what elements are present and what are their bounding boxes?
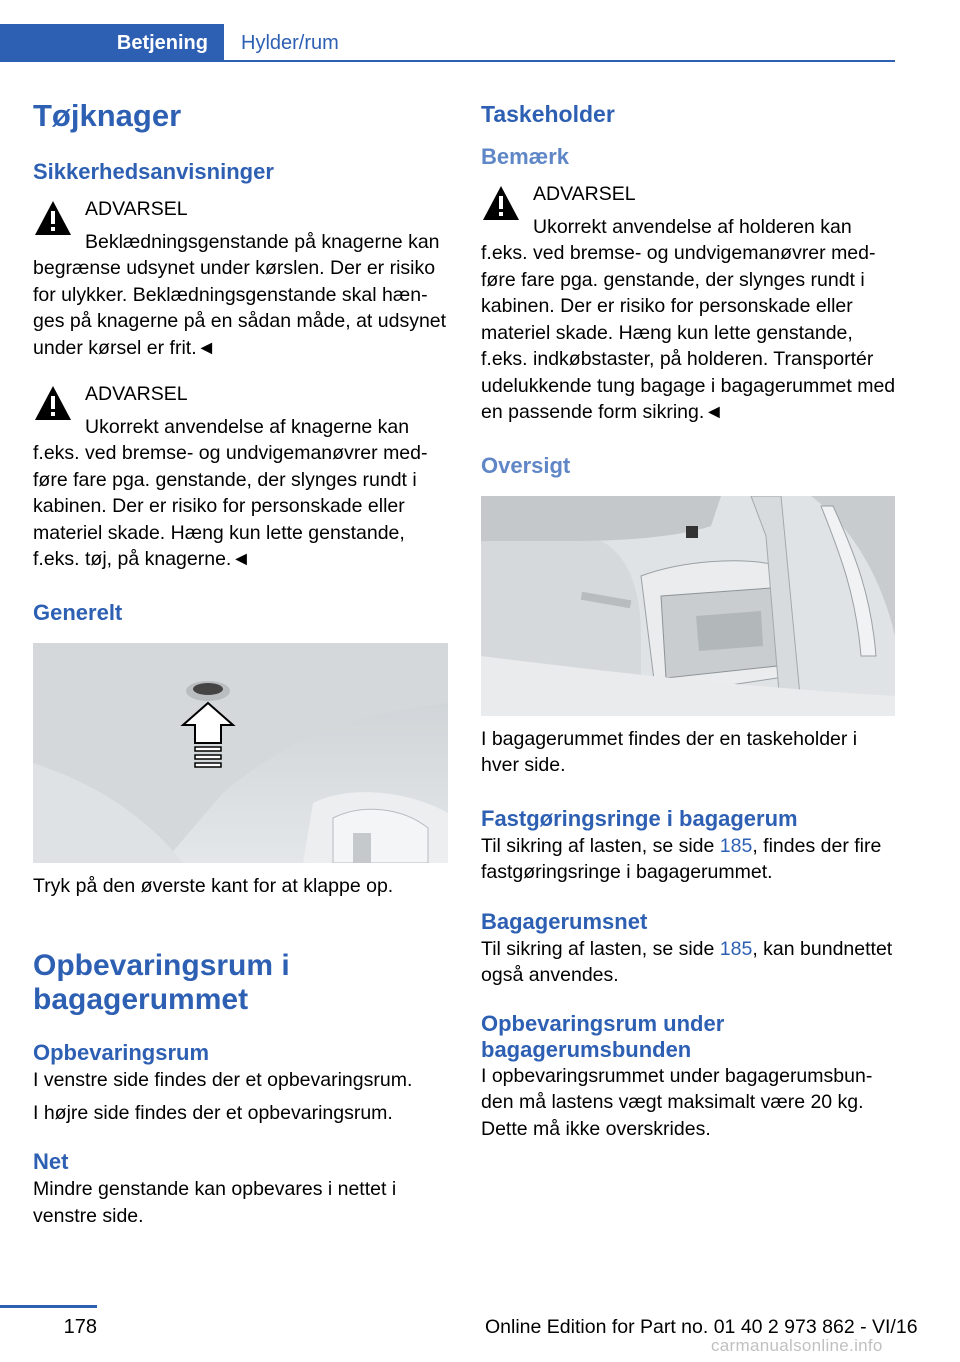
rings-text — [481, 833, 897, 886]
tab-betjening[interactable]: Betjening — [0, 24, 224, 62]
warning-triangle-icon — [33, 198, 73, 238]
net-text: Mindre genstande kan opbevares i nettet i venstre side. — [33, 1178, 397, 1227]
heading-opbevaringsrum: Opbevaringsrum — [33, 1040, 210, 1065]
heading-bemaerk: Bemærk — [481, 144, 570, 169]
warning-label: ADVARSEL — [85, 383, 188, 405]
rings-text-pre: Til sikring af lasten, se side — [481, 834, 720, 857]
warning-text-rest: f.eks. ved bremse- og undvigemanøvrer medføre fare pga. genstande, der slynges rundt i kabinen. Der er risiko for personskade eller materiel skade. Hæng kun lette genstande, f.eks. indkøbstaster, på holderen. Transportér udelukkende tung bagage i bagagerummet med en passende form sikring.◄ — [481, 242, 896, 423]
heading-taskeholder: Taskeholder — [481, 101, 615, 127]
warning-block-right — [481, 181, 897, 426]
heading-fastgoeringsringe: Fastgøringsringe i bagagerum — [481, 805, 798, 831]
page-number: 178 — [63, 1316, 97, 1338]
tab-hylder-rum[interactable]: Hylder/rum — [241, 32, 339, 54]
warning-text-first: Ukorrekt anvendelse af knagerne kan — [85, 415, 410, 438]
rings-text-post: , findes der fire fastgøringsringe i bagagerummet. — [481, 834, 882, 883]
heading-opbevaringsrum-under: Opbevaringsrum under bagagerumsbunden — [481, 1010, 725, 1062]
footer-rule — [0, 1305, 97, 1308]
overview-caption: I bagagerummet findes der en taskeholder i hver side. — [481, 727, 858, 776]
heading-net: Net — [33, 1149, 69, 1174]
coat-hook-figure — [33, 643, 448, 863]
heading-bagagerumsnet: Bagagerumsnet — [481, 908, 648, 934]
section-title-opbevaringsrum: Opbevaringsrum i bagagerummet — [33, 949, 290, 1016]
heading-oversigt: Oversigt — [481, 452, 571, 478]
generelt-caption: Tryk på den øverste kant for at klappe op. — [33, 874, 394, 897]
trunk-illustration — [481, 496, 895, 716]
coat-hook-illustration — [33, 643, 448, 863]
warning-label: ADVARSEL — [533, 183, 636, 205]
under-text: I opbevaringsrummet under bagagerumsbunden må lastens vægt maksimalt være 20 kg. Dette må ikke overskrides. — [481, 1064, 873, 1140]
page-link-185[interactable]: 185 — [719, 937, 753, 960]
watermark: carmanualsonline.info — [711, 1336, 883, 1355]
warning-text-rest: f.eks. ved bremse- og undvigemanøvrer medføre fare pga. genstande, der slynges rundt i kabinen. Der er risiko for personskade eller materiel skade. Hæng kun lette genstande, f.eks. tøj, på knagerne.◄ — [33, 442, 428, 570]
storage-line-1: I venstre side findes der et opbevaringsrum. — [33, 1069, 413, 1091]
net-text — [481, 936, 897, 989]
section-title-toejknager: Tøjknager — [33, 98, 182, 133]
warning-text-first: Ukorrekt anvendelse af holderen kan — [533, 215, 852, 238]
header-rule — [0, 60, 895, 62]
warning-block-1 — [33, 196, 449, 361]
page-link-185[interactable]: 185 — [719, 834, 753, 857]
edition-text: Online Edition for Part no. 01 40 2 973 862 - VI/16 — [485, 1316, 918, 1338]
warning-triangle-icon — [33, 383, 73, 423]
right-column — [481, 96, 897, 1142]
net-text-post: , kan bundnettet også anvendes. — [481, 937, 893, 986]
warning-triangle-icon — [481, 183, 521, 223]
left-column — [33, 96, 449, 1229]
trunk-figure — [481, 496, 895, 716]
net-text-pre: Til sikring af lasten, se side — [481, 937, 720, 960]
warning-block-2 — [33, 381, 449, 573]
heading-generelt: Generelt — [33, 599, 123, 625]
storage-line-2: I højre side findes der et opbevaringsrum. — [33, 1101, 393, 1124]
heading-sikkerhedsanvisninger: Sikkerhedsanvisninger — [33, 159, 274, 184]
warning-label: ADVARSEL — [85, 198, 188, 220]
warning-text-rest: begrænse udsynet under kørslen. Der er risiko for ulykker. Beklædningsgenstande skal hænges på knagerne på en sådan måde, at udsynet under kørsel er frit.◄ — [33, 257, 447, 359]
header-bar — [0, 24, 895, 62]
warning-text-first: Beklædningsgenstande på knagerne kan — [85, 230, 440, 253]
